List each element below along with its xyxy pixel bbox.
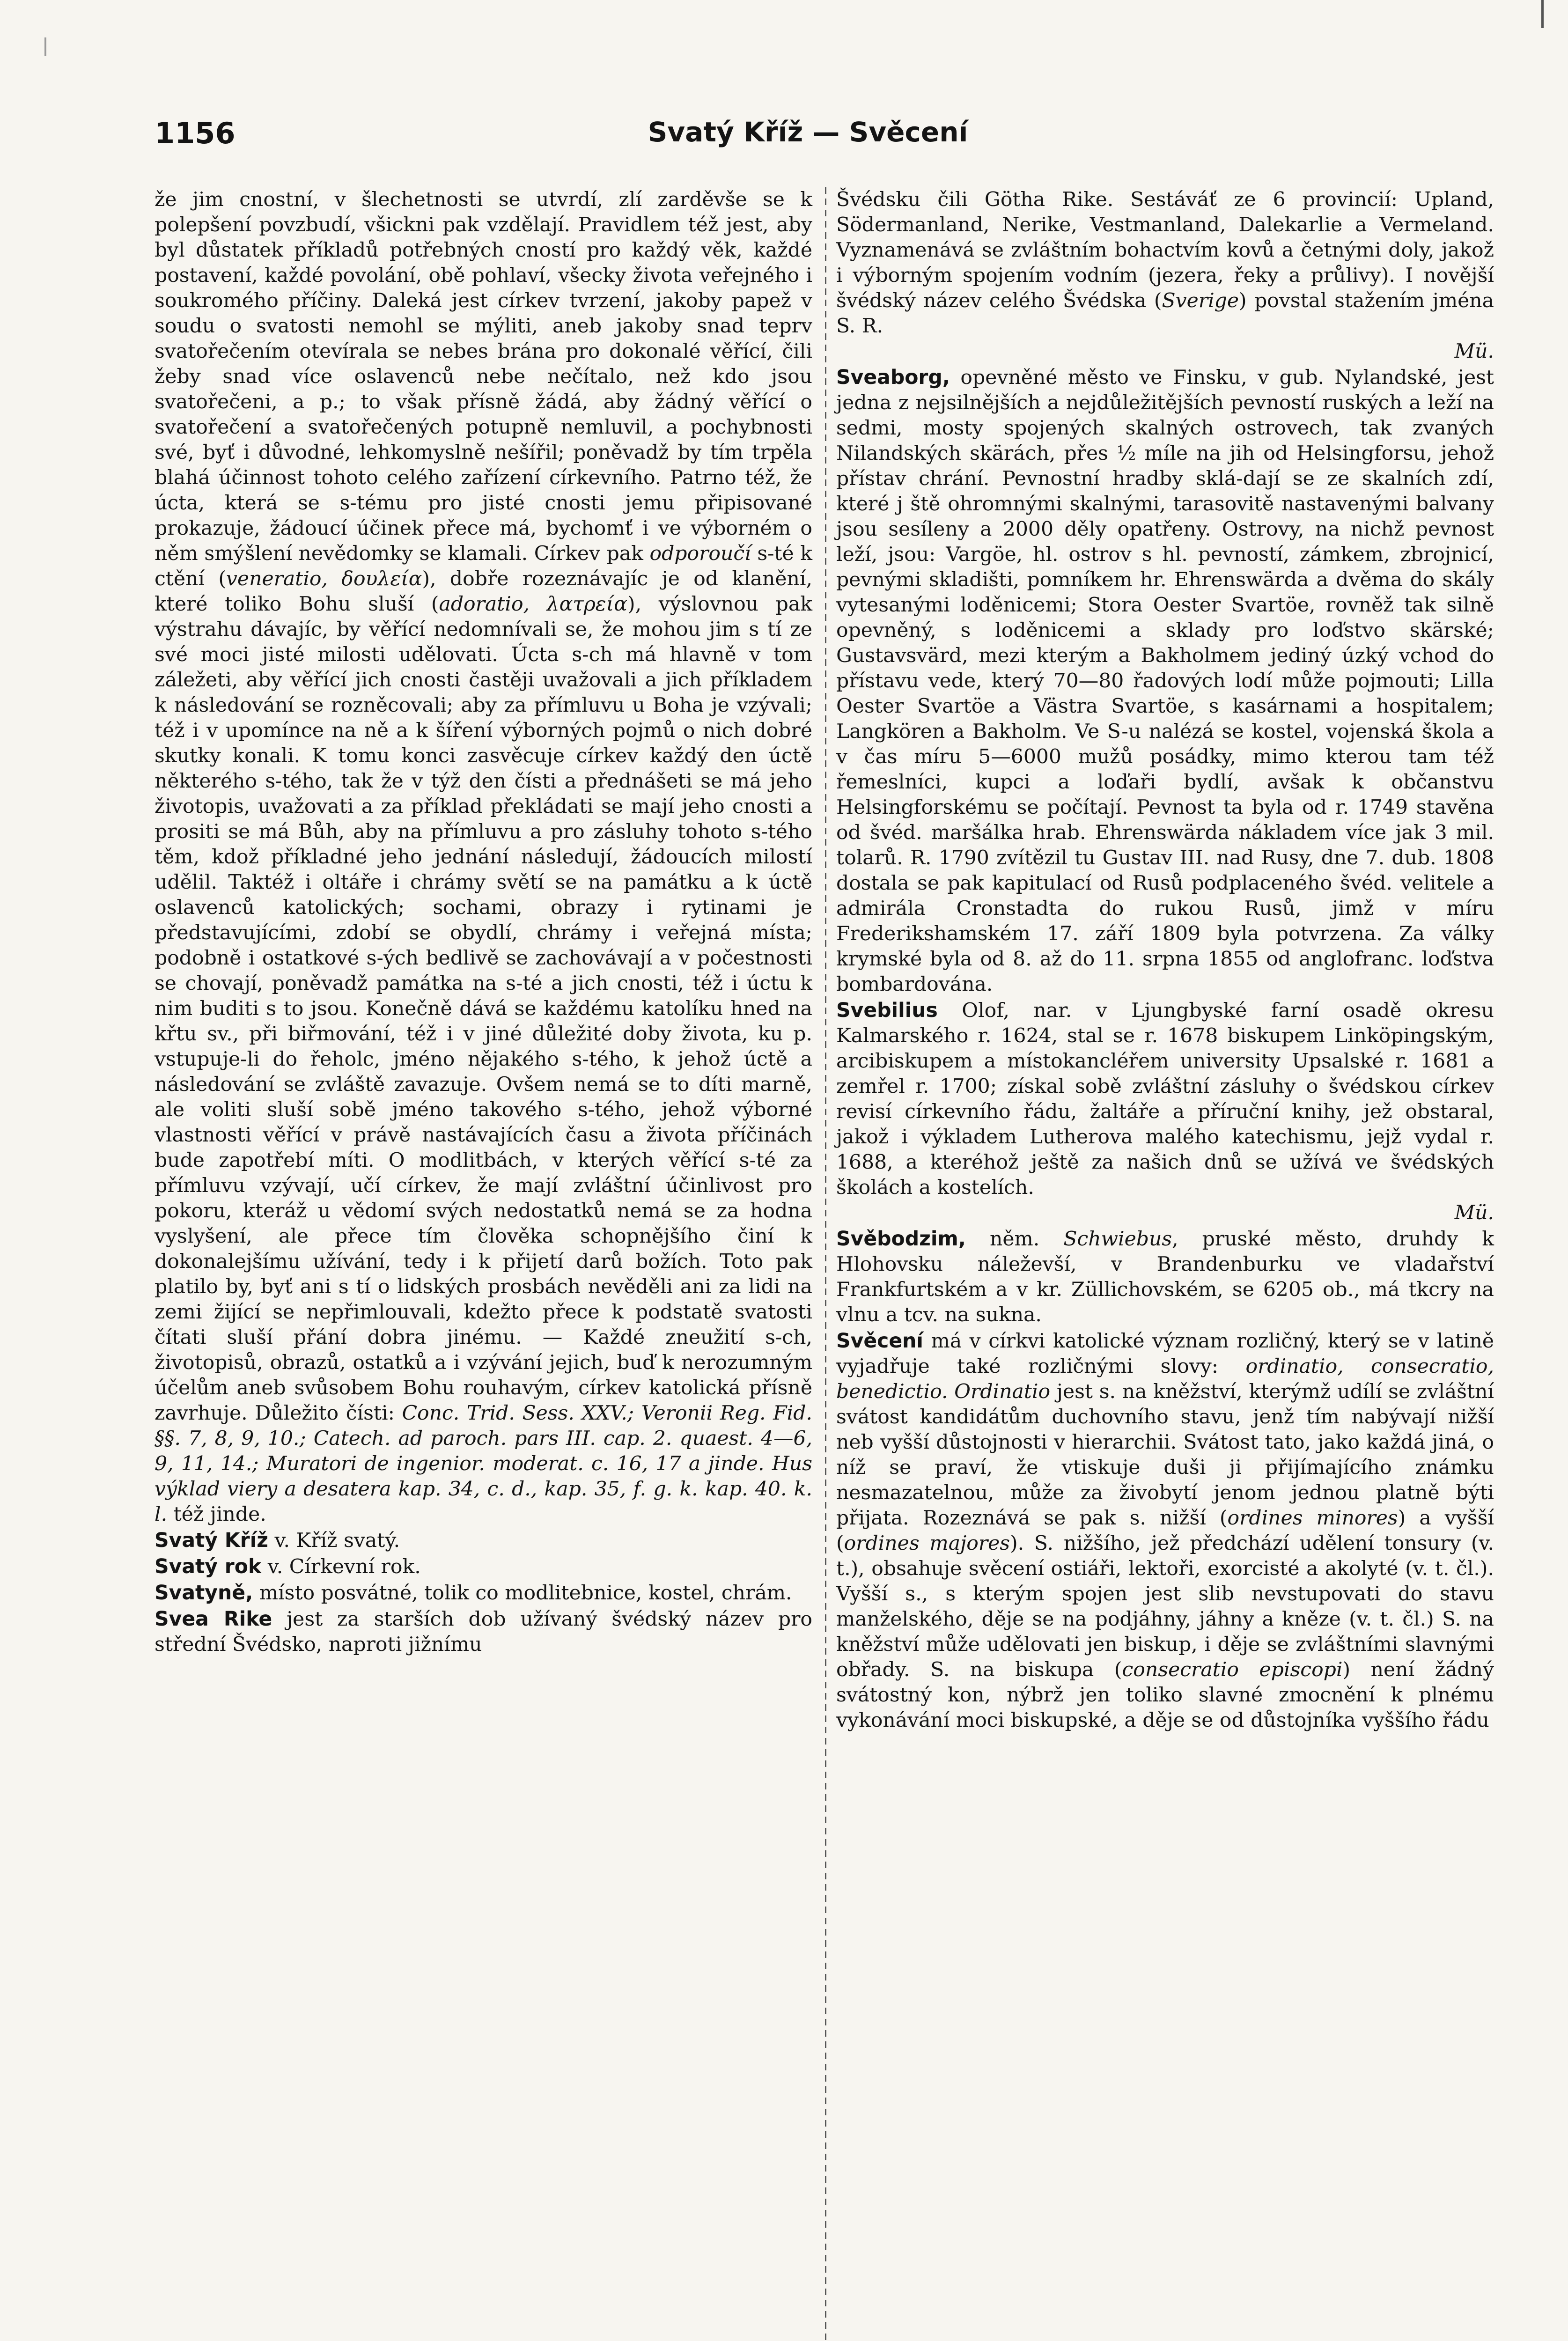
scan-edge-mark [44,37,46,56]
entry-svea-rike-continued: Švédsku čili Götha Rike. Sestáváť ze 6 provincií: Upland, Södermanland, Nerike, Vestmanland, Dalekarlie a Vermeland. Vyznamenává se zvláštním bohactvím kovů a četnými doly, jakož i výborným spojením vodním (jezera, řeky a průlivy). I novější švédský název celého Švédska (Sverige) povstal stažením jména S. R. Mü. [836,187,1494,364]
headword: Svatý Kříž [155,1529,269,1552]
entry-svebodzim: Svěbodzim, něm. Schwiebus, pruské město, druhdy k Hlohovsku náleževší, v Brandenburku ve vladařství Frankfurtském a v kr. Züllichovském, se 6205 ob., má tkcry na vlnu a tcv. na sukna. [836,1228,1494,1326]
left-column [155,187,812,1657]
column-divider [825,187,826,2341]
headword: Svea Rike [155,1608,272,1631]
references: Conc. Trid. Sess. XXV.; Veronii Reg. Fid. §§. 7, 8, 9, 10.; Catech. ad paroch. pars III. cap. 2. quaest. 4—6, 9, 11, 14.; Muratori de ingenior. moderat. c. 16, 17 a jinde. Hus výklad viery a desatera kap. 34, c. d., kap. 35, f. g. k. kap. 40. k. l. [155,1402,812,1526]
running-head: Svatý Kříž — Svěcení [648,116,968,148]
headword: Svebilius [836,999,938,1022]
entry-svebilius: Svebilius Olof, nar. v Ljungbyské farní osadě okresu Kalmarského r. 1624, stal se r. 1678 biskupem Linköpingským, arcibiskupem a místokancléřem university Upsalské r. 1681 a zemřel r. 1700; získal sobě zvláštní zásluhy o švédskou církev revisí církevního řádu, žaltáře a příruční knihy, jež obstaral, jakož i výkladem Lutherova malého katechismu, jejž vydal r. 1688, a kteréhož ještě za našich dnů se užívá ve švédských školách a kostelích. Mü. [836,998,1494,1226]
entry-svaty-rok: Svatý rok v. Církevní rok. [155,1555,421,1578]
entry-sveceni: Svěcení má v církvi katolické význam rozličný, který se v latině vyjadřuje také rozličnými slovy: ordinatio, consecratio, benedictio. Ordinatio jest s. na kněžství, kterýmž udílí se zvláštní svátost kandidátům duchovního stavu, jenž tím nabývají nižší neb vyšší důstojnosti v hierarchii. Svátost tato, jako každá jiná, o níž se praví, že vtiskuje duši ji přijímajícího známku nesmazatelnou, může za živobytí jenom jednou platně býti přijata. Rozeznává se pak s. nižší (ordines minores) a vyšší (ordines majores). S. nižšího, jež předchází udělení tonsury (v. t.), obsahuje svěcení ostiáři, lektoři, exorcisté a akolyté (v. t. čl.). Vyšší s., s kterým spojen jest slib nevstupovati do stavu manželského, děje se na podjáhny, jáhny a kněze (v. t. čl.) S. na kněžství může udělovati jen biskup, i děje se zvláštními slavnými obřady. S. na biskupa (consecratio episcopi) není žádný svátostný kon, nýbrž jen toliko slavné zmocnění k plnému vykonávání moci biskupské, a děje se od důstojníka vyššího řádu [836,1330,1494,1732]
entry-svaty-kriz: Svatý Kříž v. Kříž svatý. [155,1529,400,1552]
headword: Svatý rok [155,1555,262,1578]
scan-edge-mark [1541,0,1544,28]
entry-svatyne: Svatyně, místo posvátné, tolik co modlitebnice, kostel, chrám. [155,1582,792,1605]
entry-sveaborg: Sveaborg, opevněné město ve Finsku, v gub. Nylandské, jest jedna z nejsilnějších a nejdůležitějších pevností ruských a leží na sedmi, mosty spojených skalných ostrovech, tak zvaných Nilandských skärách, přes ½ míle na jih od Helsingforsu, jehož přístav chrání. Pevnostní hradby sklá-dají se ze skalních zdí, které j ště ohromnými skalnými, tarasovitě nastavenými balvany jsou sesíleny a 2000 děly opatřeny. Ostrovy, na nichž pevnost leží, jsou: Vargöe, hl. ostrov s hl. pevností, zámkem, zbrojnicí, pevnými skladišti, pomníkem hr. Ehrenswärda a dvěma do skály vytesanými loděnicemi; Stora Oester Svartöe, rovněž tak silně opevněný, s loděnicemi a sklady pro loďstvo skärské; Gustavsvärd, mezi kterým a Bakholmem jediný úzký vchod do přístavu vede, který 70—80 řadových lodí může pojmouti; Lilla Oester Svartöe a Västra Svartöe, s kasárnami a hospitalem; Langkören a Bakholm. Ve S-u nalézá se kostel, vojenská škola a v čas míru 5—6000 mužů posádky, mimo kterou tam též řemeslníci, kupci a loďaři bydlí, avšak k občanstvu Helsingforskému se počítají. Pevnost ta byla od r. 1749 stavěna od švéd. maršálka hrab. Ehrenswärda nákladem více jak 3 mil. tolarů. R. 1790 zvítězil tu Gustav III. nad Rusy, dne 7. dub. 1808 dostala se pak kapitulací od Rusů podplaceného švéd. velitele a admirála Cronstadta do rukou Rusů, jimž v míru Frederikshamském 17. září 1809 byla potvrzena. Za války krymské byla od 8. až do 11. srpna 1855 od anglofranc. loďstva bombardována. [836,366,1494,996]
page-header [155,116,1461,154]
headword: Svatyně, [155,1582,253,1605]
entry-svea-rike: Svea Rike jest za starších dob užívaný švédský název pro střední Švédsko, naproti jižnímu [155,1608,813,1656]
author-signature: Mü. [1454,340,1494,363]
headword: Svěbodzim, [836,1228,966,1251]
page-number: 1156 [155,116,236,150]
headword: Svěcení [836,1330,923,1353]
entry-continuation: že jim cnostní, v šlechetnosti se utvrdí, zlí zarděvše se k polepšení povzbudí, všickni pak vzdělají. Pravidlem též jest, aby byl důstatek příkladů potřebných cností pro každý věk, každé postavení, každé povolání, obě pohlaví, všecky života veřejného i soukromého příčiny. Daleká jest církev tvrzení, jakoby papež v soudu o svatosti nemohl se mýliti, aneb jakoby snad teprv svatořečením otevírala se nebes brána pro dokonalé věřící, čili žeby snad více oslavenců nebe nečítalo, než kdo jsou svatořečeni, a p.; to však přísně žádá, aby žádný věřící o svatořečení a svatořečených potupně nemluvil, a pochybnosti své, byť i důvodné, lehkomyslně nešířil; poněvadž by tím trpěla blahá účinnost tohoto celého zařízení církevního. Patrno též, že úcta, která se s-tému pro jisté cnosti jemu připisované prokazuje, žádoucí účinek přece má, bychomť i ve výborném o něm smýšlení nevědomky se klamali. Církev pak odporoučí s-té k ctění (veneratio, δουλεία), dobře rozeznávajíc je od klanění, které toliko Bohu sluší (adoratio, λατρεία), výslovnou pak výstrahu dávajíc, by věřící nedomnívali se, že mohou jim s tí ze své moci jisté milosti udělovati. Úcta s-ch má hlavně v tom záležeti, aby věřící jich cnosti častěji uvažovali a jich příkladem k následování se rozněcovali; aby za přímluvu u Boha je vzývali; též i v upomínce na ně a k šíření výborných pojmů o nich dobré skutky konali. K tomu konci zasvěcuje církev každý den úctě některého s-tého, tak že v týž den čísti a přednášeti se má jeho životopis, uvažovati a za příklad překládati se mají jeho cnosti a prositi se má Bůh, aby na přímluvu a pro zásluhy tohoto s-tého těm, kdož příkladné jeho jednání následují, žádoucích milostí udělil. Taktéž i oltáře i chrámy světí se na památku a k úctě oslavenců katolických; sochami, obrazy i rytinami je představujícími, zdobí se obydlí, chrámy i veřejná místa; podobně i ostatkové s-ých bedlivě se zachovávají a v počestnosti se chovají, poněvadž památka na s-té a jich cnosti, též i úctu k nim buditi s to jsou. Konečně dává se každému katolíku hned na křtu sv., při biřmování, též i v jiné důležité doby života, ku p. vstupuje-li do řeholc, jméno nějakého s-tého, k jehož úctě a následování se zvláště zavazuje. Ovšem nemá se to díti marně, ale voliti sluší sobě jméno takového s-tého, jehož výborné vlastnosti věřící v právě nastávajících času a života příčinách bude zapotřebí míti. O modlitbách, v kterých věřící s-té za přímluvu vzývají, učí církev, že mají zvláštní účinlivost pro pokoru, kteráž u vědomí svých nedostatků nemá se za hodna vyslyšení, ale přece tím člověka schopnějšího činí k dokonalejšímu užívání, tedy i k přijetí darů božích. Toto pak platilo by, byť ani s tí o lidských prosbách nevěděli ani za lidi na zemi žijící se nepřimlouvali, kdežto přece k podstatě svatosti čítati sluší přání dobra jinému. — Každé zneužití s-ch, životopisů, obrazů, ostatků a i vzývání jejich, buď k nerozumným účelům aneb svůsobem Bohu rouhavým, církev katolická přísně zavrhuje. Důležito čísti: Conc. Trid. Sess. XXV.; Veronii Reg. Fid. §§. 7, 8, 9, 10.; Catech. ad paroch. pars III. cap. 2. quaest. 4—6, 9, 11, 14.; Muratori de ingenior. moderat. c. 16, 17 a jinde. Hus výklad viery a desatera kap. 34, c. d., kap. 35, f. g. k. kap. 40. k. l. též jinde. [155,188,813,1526]
headword: Sveaborg, [836,366,950,389]
author-signature: Mü. [1454,1201,1494,1224]
right-column [836,187,1494,1733]
